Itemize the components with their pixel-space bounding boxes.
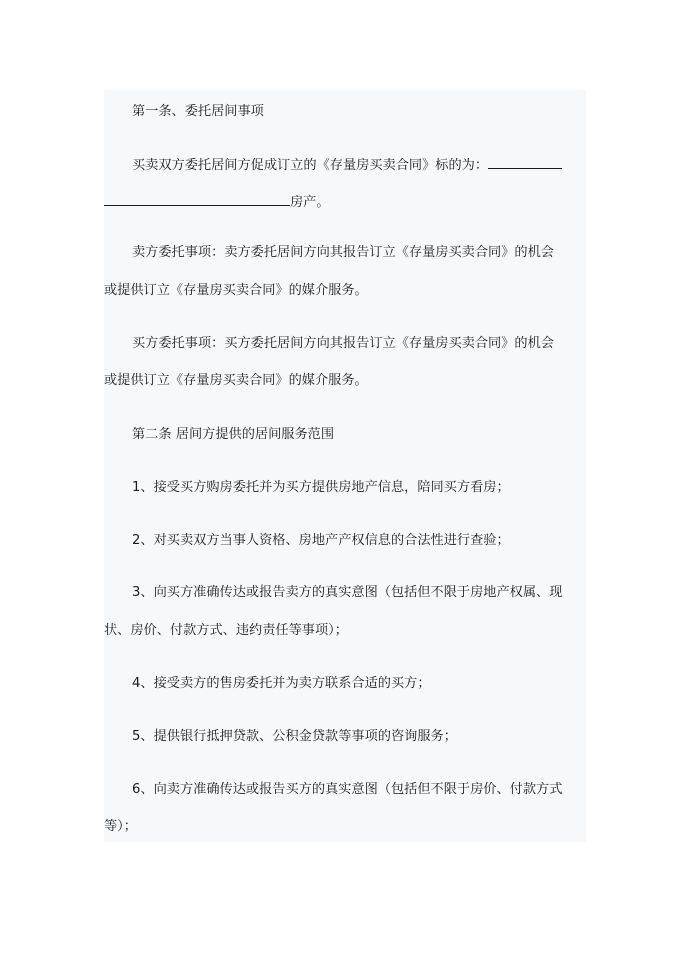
service-item-5: 5、提供银行抵押贷款、公积金贷款等事项的咨询服务； [132, 729, 457, 744]
service-item-6-line-1: 6、向卖方准确传达或报告买方的真实意图（包括但不限于房价、付款方式 [132, 782, 563, 797]
service-item-3-line-1: 3、向买方准确传达或报告卖方的真实意图（包括但不限于房地产权属、现 [132, 585, 563, 600]
paragraph-subject-line-1 [132, 155, 562, 175]
subject-blank-2 [104, 192, 290, 206]
subject-text: 买卖双方委托居间方促成订立的《存量房买卖合同》标的为： [132, 158, 489, 173]
document-text-block [104, 90, 586, 842]
service-item-3-line-2: 状、房价、付款方式、违约责任等事项）； [104, 623, 348, 638]
article-2-heading: 第二条 居间方提供的居间服务范围 [132, 427, 335, 442]
service-item-4: 4、接受卖方的售房委托并为卖方联系合适的买方； [132, 676, 431, 691]
buyer-entrust-line-2: 或提供订立《存量房买卖合同》的媒介服务。 [104, 373, 368, 388]
service-item-6-line-2: 等）； [104, 819, 137, 834]
subject-blank-1 [488, 155, 562, 169]
service-item-2: 2、对买卖双方当事人资格、房地产产权信息的合法性进行查验； [132, 533, 510, 548]
article-1-heading: 第一条、委托居间事项 [132, 104, 264, 119]
service-item-1: 1、接受买方购房委托并为买方提供房地产信息，陪同买方看房； [132, 480, 510, 495]
seller-entrust-line-2: 或提供订立《存量房买卖合同》的媒介服务。 [104, 283, 368, 298]
buyer-entrust-line-1: 买方委托事项：买方委托居间方向其报告订立《存量房买卖合同》的机会 [132, 336, 554, 351]
paragraph-subject-line-2 [104, 192, 330, 212]
seller-entrust-line-1: 卖方委托事项：卖方委托居间方向其报告订立《存量房买卖合同》的机会 [132, 245, 554, 260]
subject-suffix: 房产。 [290, 195, 330, 210]
